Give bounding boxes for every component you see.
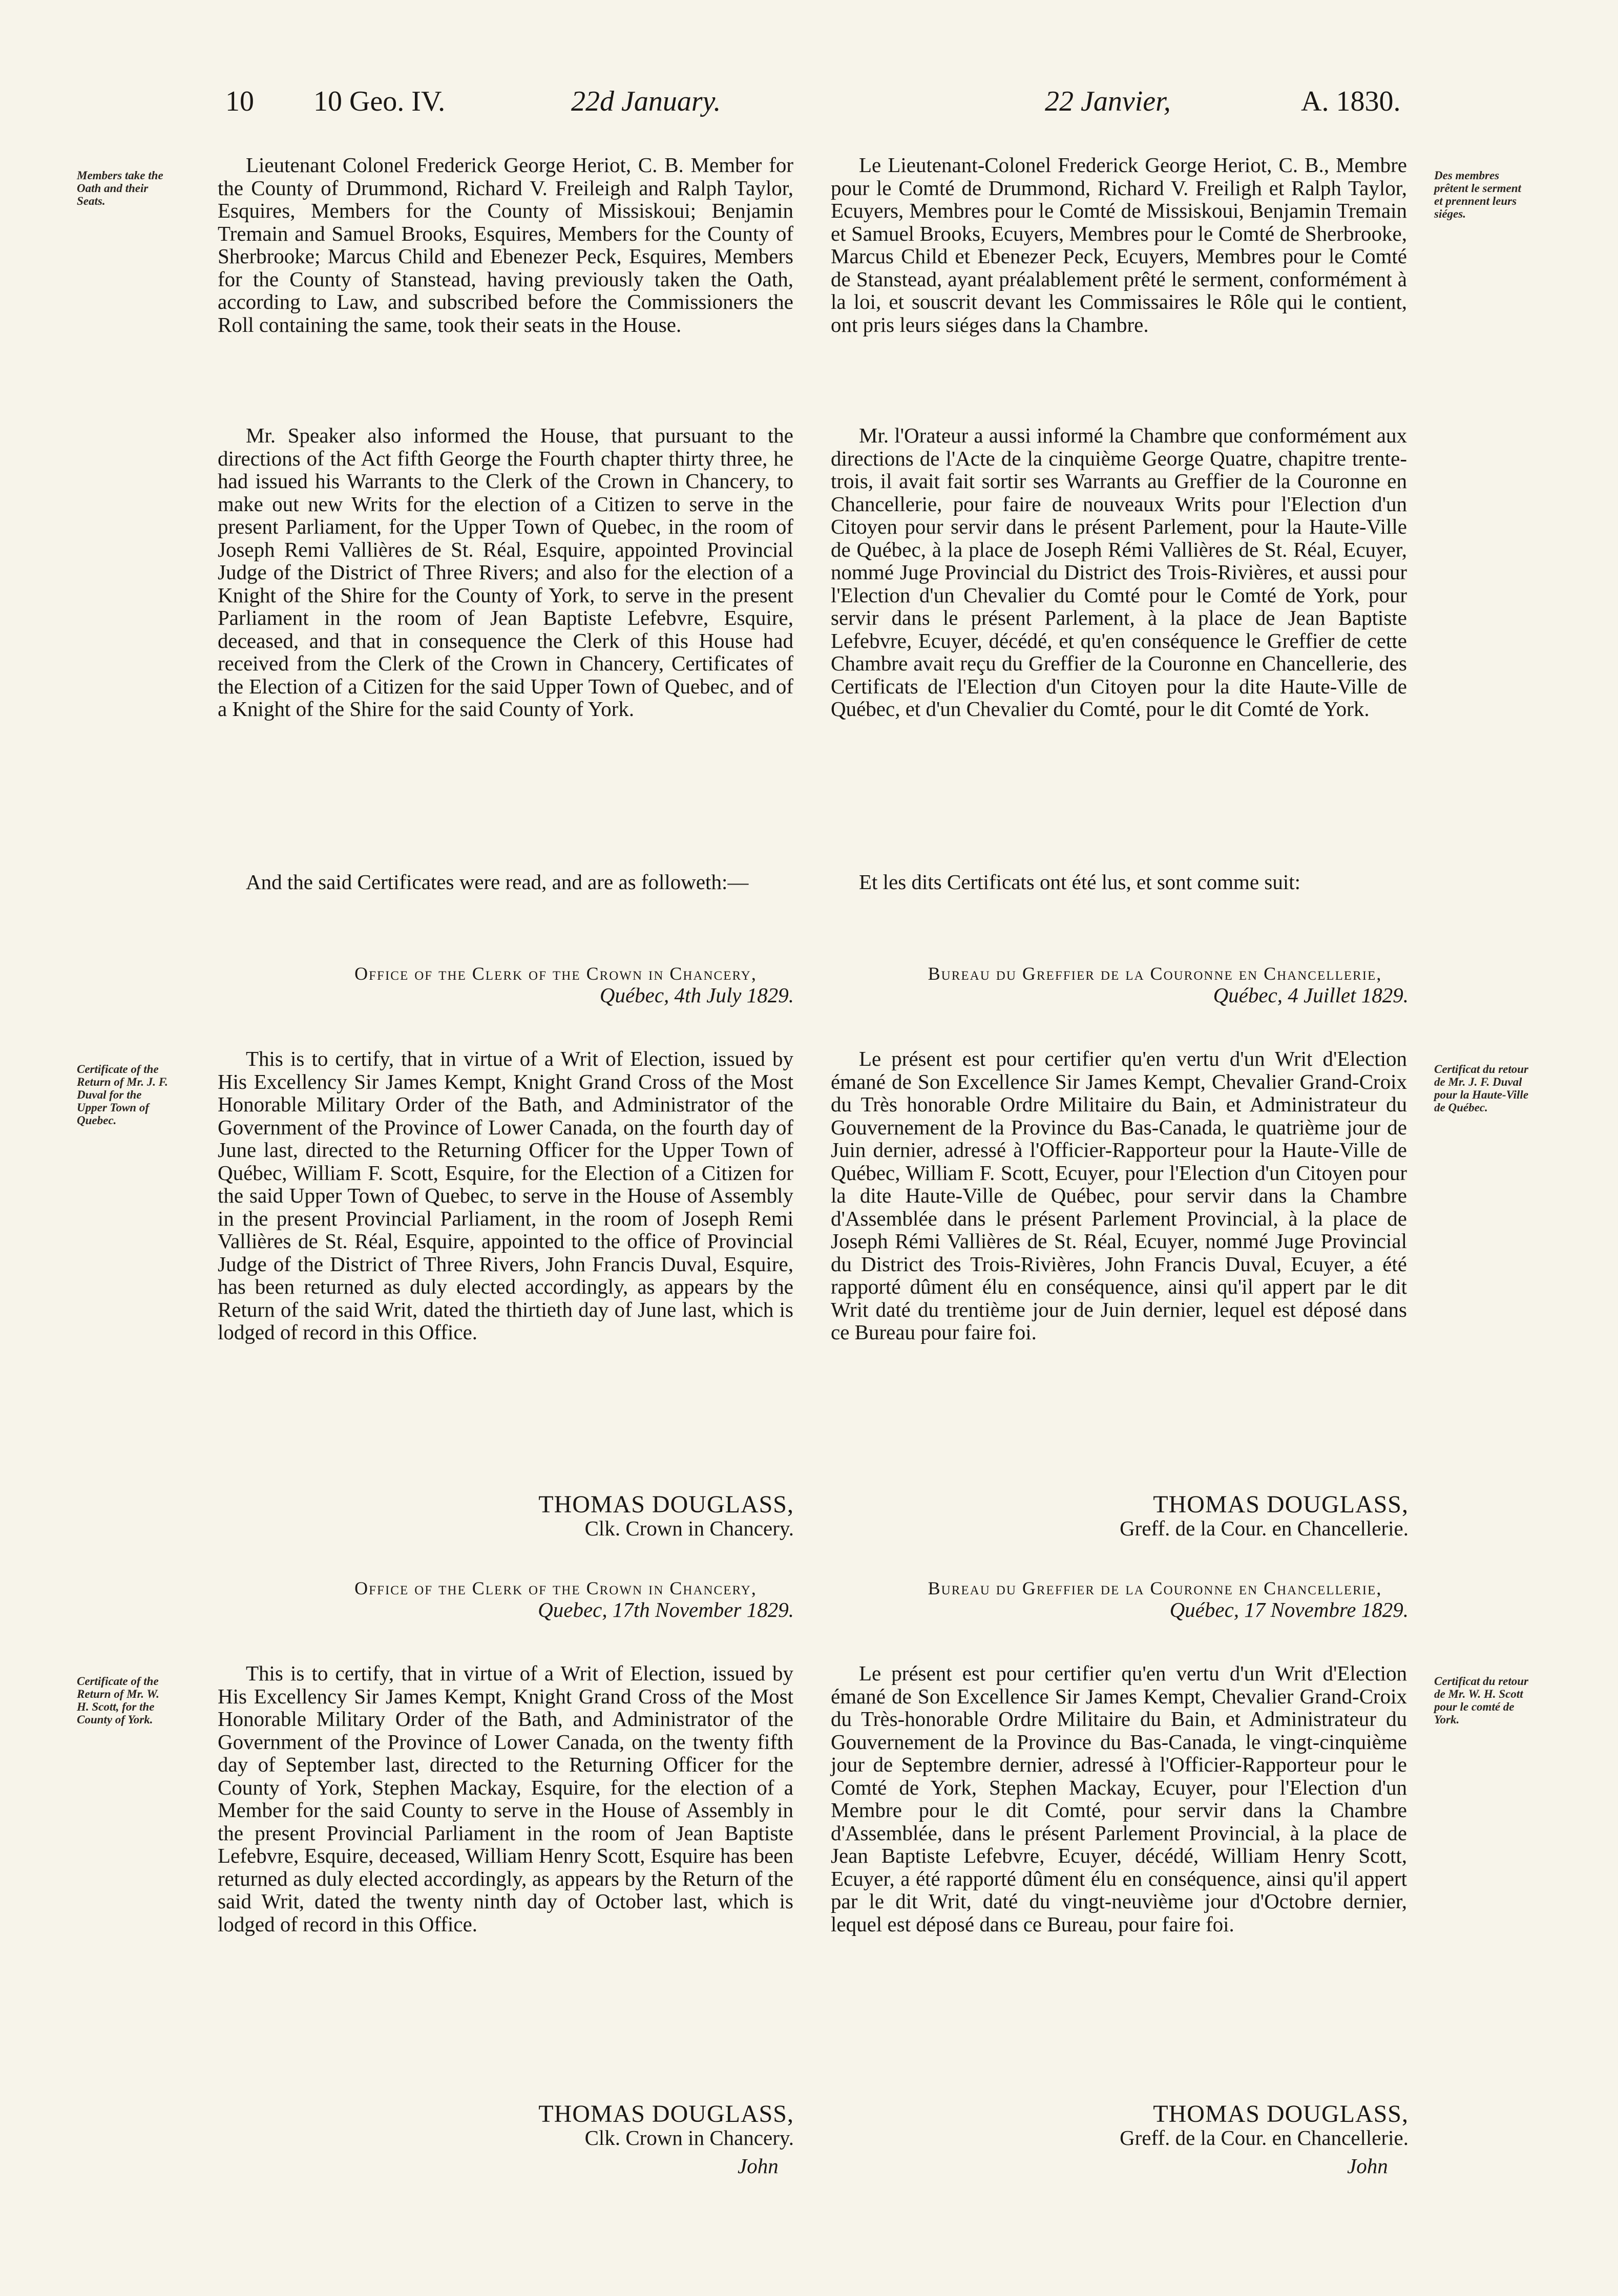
margin-note-scott-certificate: Certificate of the Return of Mr. W. H. Scott, for the County of York. [77,1675,159,1726]
english-paragraph-speaker: Mr. Speaker also informed the House, that pursuant to the directions of the Act fifth George the Fourth chapter thirty three, he had issued his Warrants to the Clerk of the Crown in Chancery, to make out new Writs for the election of a Citizen to serve in the present Parliament, for the Upper Town of Quebec, in the room of Joseph Remi Vallières de St. Réal, Esquire, appointed Provincial Judge of the District of Three Rivers; and also for the election of a Knight of the Shire for the County of York, to serve in the present Parliament in the room of Jean Baptiste Lefebvre, Esquire, deceased, and that in consequence the Clerk of this House had received from the Clerk of the Crown in Chancery, Certificates of the Election of a Citizen for the said Upper Town of Quebec, and of a Knight of the Shire for the said County of York. [218,424,793,721]
margin-note-certificat-scott: Certificat du retour de Mr. W. H. Scott pour le comté de York. [1434,1675,1529,1726]
french-office-heading-1: Bureau du Greffier de la Couronne en Chancellerie, Québec, 4 Juillet 1829. [901,963,1409,1006]
page-number: 10 [225,86,254,117]
english-signature-2: THOMAS DOUGLASS, Clk. Crown in Chancery. [538,2100,794,2150]
regnal-year: 10 Geo. IV. [313,86,446,117]
margin-note-members-oath: Members take the Oath and their Seats. [77,169,163,207]
french-paragraph-oath: Le Lieutenant-Colonel Frederick George Heriot, C. B., Membre pour le Comté de Drummond, Richard V. Freiligh et Ralph Taylor, Ecuyers, Membres pour le Comté de Missiskoui, Benjamin Tremain et Samuel Brooks, Ecuyers, Membres pour le Comté de Sherbrooke, Marcus Child et Ebenezer Peck, Ecuyers, Membres pour le Comté de Stanstead, ayant préalablement prêté le serment, conformément à la loi, et souscrit devant les Commissaires le Rôle qui le contient, ont pris leurs siéges dans la Chambre. [831,153,1407,336]
french-certificate-duval: Le présent est pour certifier qu'en vertu d'un Writ d'Election émané de Son Excellence Sir James Kempt, Chevalier Grand-Croix du Très honorable Ordre Militaire du Bain, et Administrateur du Gouvernement de la Province du Bas-Canada, le quatrième jour de Juin dernier, adressé à l'Officier-Rapporteur pour la Haute-Ville de Québec, William F. Scott, Ecuyer, pour l'Election d'un Citoyen pour la dite Haute-Ville de Québec, pour servir dans la Chambre d'Assemblée dans le présent Parlement Provincial, à la place de Joseph Rémi Vallières de St. Réal, Ecuyer, nommé Juge Provincial du District des Trois-Rivières, John Francis Duval, Ecuyer, a été rapporté dûment élu en conséquence, ainsi qu'il appert par le dit Writ daté du trentième jour de Juin dernier, lequel est déposé dans ce Bureau pour faire foi. [831,1047,1407,1344]
french-signature-1: THOMAS DOUGLASS, Greff. de la Cour. en Chancellerie. [1120,1491,1409,1540]
english-paragraph-certificates-read: And the said Certificates were read, and are as followeth:— [246,870,749,894]
english-signature-1: THOMAS DOUGLASS, Clk. Crown in Chancery. [538,1491,794,1540]
english-paragraph-oath: Lieutenant Colonel Frederick George Heriot, C. B. Member for the County of Drummond, Richard V. Freileigh and Ralph Taylor, Esquires, Members for the County of Missiskoui; Benjamin Tremain and Samuel Brooks, Esquires, Members for the County of Sherbrooke; Marcus Child and Ebenezer Peck, Esquires, Members for the County of Stanstead, having previously taken the Oath, according to Law, and subscribed before the Commissioners the Roll containing the same, took their seats in the House. [218,153,793,336]
french-office-date-2: Québec, 17 Novembre 1829. [1169,1598,1409,1621]
english-office-heading-1: Office of the Clerk of the Crown in Chancery, Québec, 4th July 1829. [318,963,794,1006]
margin-note-membres-serment: Des membres prêtent le serment et prennent leurs siéges. [1434,169,1521,220]
margin-note-duval-certificate: Certificate of the Return of Mr. J. F. Duval for the Upper Town of Quebec. [77,1063,168,1127]
english-certificate-duval: This is to certify, that in virtue of a Writ of Election, issued by His Excellency Sir James Kempt, Knight Grand Cross of the Most Honorable Military Order of the Bath, and Administrator of the Government of the Province of Lower Canada, on the fourth day of June last, directed to the Returning Officer for the Upper Town of Québec, William F. Scott, Esquire, for the Election of a Citizen for the said Upper Town of Quebec, to serve in the House of Assembly in the present Provincial Parliament, in the room of Joseph Remi Vallières de St. Réal, Esquire, appointed to the office of Provincial Judge of the District of Three Rivers, John Francis Duval, Esquire, has been returned as duly elected accordingly, as appears by the Return of the said Writ, dated the thirtieth day of June last, which is lodged of record in this Office. [218,1047,793,1344]
header-date-english: 22d January. [571,86,721,117]
french-office-heading-2: Bureau du Greffier de la Couronne en Chancellerie, Québec, 17 Novembre 1829. [901,1577,1409,1620]
margin-note-certificat-duval: Certificat du retour de Mr. J. F. Duval pour la Haute-Ville de Québec. [1434,1063,1529,1114]
english-office-heading-2: Office of the Clerk of the Crown in Chancery, Quebec, 17th November 1829. [318,1577,794,1620]
french-paragraph-orateur: Mr. l'Orateur a aussi informé la Chambre que conformément aux directions de l'Acte de la cinquième George Quatre, chapitre trente-trois, il avait fait sortir ses Warrants au Greffier de la Couronne en Chancellerie, pour faire de nouveaux Writs pour l'Election d'un Citoyen pour servir dans le présent Parlement, pour la Haute-Ville de Québec, à la place de Joseph Rémi Vallières de St. Réal, Ecuyer, nommé Juge Provincial du District des Trois-Rivières, et aussi pour l'Election d'un Chevalier du Comté pour le Comté de York, pour servir dans le présent Parlement, à la place de Jean Baptiste Lefebvre, Ecuyer, décédé, et qu'en conséquence le Greffier de cette Chambre avait reçu du Greffier de la Couronne en Chancellerie, des Certificats de l'Election d'un Citoyen pour la dite Haute-Ville de Québec, et d'un Chevalier du Comté, pour le dit Comté de York. [831,424,1407,721]
french-signature-2: THOMAS DOUGLASS, Greff. de la Cour. en Chancellerie. [1120,2100,1409,2150]
french-paragraph-certificats-lus: Et les dits Certificats ont été lus, et sont comme suit: [859,870,1301,894]
english-office-date-1: Québec, 4th July 1829. [599,983,794,1007]
header-year: A. 1830. [1301,86,1401,117]
french-office-date-1: Québec, 4 Juillet 1829. [1213,983,1409,1007]
english-catchword: John [738,2154,779,2178]
french-catchword: John [1347,2154,1388,2178]
english-office-date-2: Quebec, 17th November 1829. [538,1598,794,1621]
english-certificate-scott: This is to certify, that in virtue of a Writ of Election, issued by His Excellency Sir James Kempt, Knight Grand Cross of the Most Honorable Military Order of the Bath, and Administrator of the Government of the Province of Lower Canada, on the twenty fifth day of September last, directed to the Returning Officer for the County of York, Stephen Mackay, Esquire, for the election of a Member for the said County to serve in the House of Assembly in the present Provincial Parliament in the room of Jean Baptiste Lefebvre, Esquire, deceased, William Henry Scott, Esquire has been returned as duly elected accordingly, as appears by the Return of the said Writ, dated the twenty ninth day of October last, which is lodged of record in this Office. [218,1661,793,1936]
french-certificate-scott: Le présent est pour certifier qu'en vertu d'un Writ d'Election émané de Son Excellence Sir James Kempt, Chevalier Grand-Croix du Très-honorable Ordre Militaire du Bain, et Administrateur du Gouvernement de la Province du Bas-Canada, le vingt-cinquième jour de Septembre dernier, adressé à l'Officier-Rapporteur pour le Comté de York, Stephen Mackay, Ecuyer, pour l'Election d'un Membre pour le dit Comté, pour servir dans la Chambre d'Assemblée, dans le présent Parlement Provincial, à la place de Jean Baptiste Lefebvre, Ecuyer, décédé, William Henry Scott, Ecuyer, a été rapporté dûment élu en conséquence, ainsi qu'il appert par le dit Writ, daté du vingt-neuvième jour d'Octobre dernier, lequel est déposé dans ce Bureau, pour faire foi. [831,1661,1407,1936]
header-date-french: 22 Janvier, [1045,86,1171,117]
